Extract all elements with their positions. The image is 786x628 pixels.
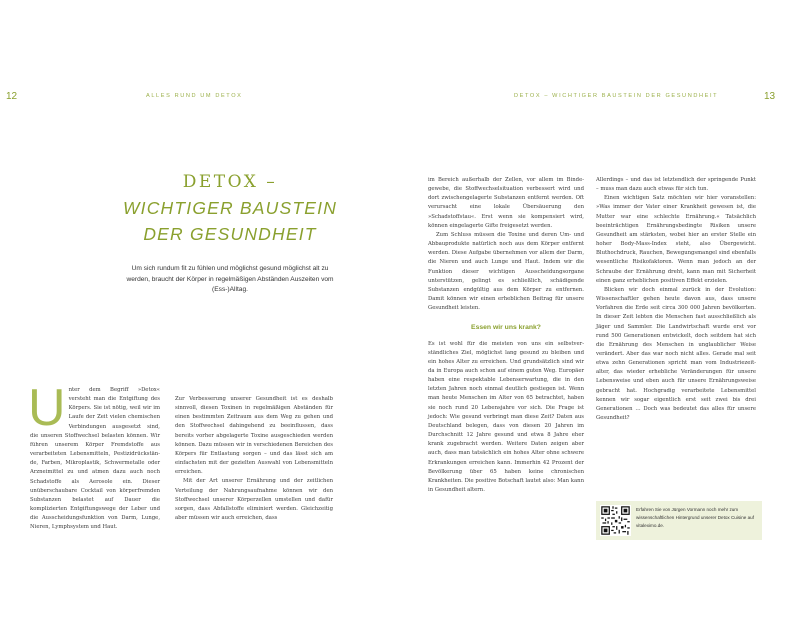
text-column-2 (175, 395, 333, 523)
text-column-1 (28, 379, 160, 533)
intro-paragraph-text: nter dem Begriff »Detox« versteht man die Entgiftung des Körpers. Sie ist nötig, weil wir im Laufe der Zeit vielen chemischen Verbindungen ausgesetzt sind, die unseren Stoffwechsel belasten können. Wir führen unserem Körper Fremdstoffe aus verarbeiteten Lebensmitteln, Pestizidrückstände, Farben, Mikroplastik, Schwermetalle oder Arzneimittel zu und atmen dazu auch noch Schadstoffe als Aerosole ein. Dieser unüberschaubare Cocktail von körperfremden Substanzen belastet auf Dauer die komplizierten Entgiftungswege der Leber und die Ausscheidungsfunktion von Darm, Lunge, Nieren, Lymphsystem und Haut. (30, 387, 160, 531)
qr-code-icon[interactable] (600, 505, 631, 536)
intro-paragraph (28, 379, 160, 533)
drop-cap: U (28, 379, 66, 437)
paragraph: Zur Verbesserung unserer Gesundheit ist es deshalb sinnvoll, diesen Toxinen in regelmäßigen Abständen für einen bestimmten Zeitraum aus dem Weg zu gehen und den Stoffwechsel dahingehend zu beeinflussen, dass bereits vorher abgelagerte Toxine ausgeschieden werden können. Dazu müssen wir in verschiedenen Bereichen des Körpers für Entlastung sorgen – und das lässt sich am einfachsten mit der gezielten Auswahl von Lebensmitteln erreichen. (175, 396, 333, 476)
qr-info-box (596, 501, 762, 540)
text-column-4 (596, 176, 756, 423)
page-title-line1: DETOX – (182, 172, 278, 192)
lead-paragraph: Um sich rundum fit zu fühlen und möglichst gesund möglichst alt zu werden, braucht der Körper in regelmäßigen Abständen Auszeiten vom (Ess-)Alltag. (126, 265, 334, 293)
paragraph: Mit der Art unserer Ernährung und der zeitlichen Verteilung der Nahrungsaufnahme können wir den Stoffwechsel unserer Körperzellen umstellen und dafür sorgen, dass Abfallstoffe eliminiert werden. Gleichzeitig aber müssen wir auch erreichen, dass (175, 478, 333, 522)
paragraph: im Bereich außerhalb der Zellen, vor allem im Bindegewebe, die Stoffwechselsituation verbessert wird und dort zwischengelagerte Substanzen entfernt werden. Oft verursacht eine lokale Übersäuerung den »Schadstoffstau«. Erst wenn sie kompensiert wird, können eingelagerte Gifte freigesetzt werden. (428, 177, 584, 229)
running-title-left: ALLES RUND UM DETOX (146, 93, 243, 99)
paragraph: Allerdings – und das ist letztendlich der springende Punkt – muss man dazu auch etwas für sich tun. (596, 177, 756, 193)
page-number-right: 13 (764, 91, 776, 102)
page-title-line3: DER GESUNDHEIT (143, 224, 317, 244)
running-title-right: DETOX – WICHTIGER BAUSTEIN DER GESUNDHEIT (514, 93, 719, 99)
paragraph: Blicken wir doch einmal zurück in der Evolution: Wissenschaftler gehen heute davon aus, dass unsere Vorfahren die Erde seit circa 300 000 Jahren bevölkerten. In dieser Zeit lebten die Menschen fast ausschließlich als Jäger und Sammler. Die Landwirtschaft wurde erst vor rund 500 Generationen entwickelt, doch seitdem hat sich die Ernährung des Menschen in unglaublicher Weise verändert. Aber das war noch nicht alles. Gerade mal seit etwa zehn Generationen spricht man vom Industriezeitalter, das wieder erhebliche Veränderungen für unsere Lebensweise und eben auch für unsere Ernährungsweise gebracht hat. Hochgradig verarbeitete Lebensmittel kennen wir sogar eigentlich erst seit zwei bis drei Generationen … Doch was bedeutet das alles für unsere Gesundheit? (596, 286, 756, 422)
page-title-line2: WICHTIGER BAUSTEIN (122, 198, 338, 218)
qr-info-text: Erfahren Sie von Jürgen Vormann noch mehr zum wissenschaftlichen Hintergrund unserer Detox Cuisine auf vitaleximo.de. (636, 507, 754, 528)
page-number-left: 12 (6, 91, 18, 102)
section-heading: Essen wir uns krank? (471, 324, 541, 332)
paragraph: Es ist wohl für die meisten von uns ein selbstverständliches Ziel, möglichst lang gesund zu bleiben und ein hohes Alter zu erreichen. Und grundsätzlich sind wir da in Europa auch schon auf einem guten Weg. Europäer haben eine respektable Lebenserwartung, die in den letzten Jahren noch einmal deutlich gestiegen ist. Wenn man heute Menschen im Alter von 65 betrachtet, haben sie noch rund 20 Lebensjahre vor sich. Die Frage ist jedoch: Wie gesund verbringt man diese Zeit? Daten aus Deutschland belegen, dass von diesen 20 Jahren im Durchschnitt 12 Jahre gesund und etwa 8 Jahre eher krank zugebracht werden. Weitere Daten zeigen aber auch, dass man tatsächlich ein hohes Alter ohne schwere Erkrankungen erreichen kann. Immerhin 42 Prozent der Bevölkerung über 65 haben keine chronischen Krankheiten. Die positive Botschaft lautet also: Man kann in Gesundheit altern. (428, 340, 584, 493)
text-column-3 (428, 176, 584, 495)
paragraph: Einen wichtigen Satz möchten wir hier voranstellen: »Was immer der Vater einer Krankheit gewesen ist, die Mutter war eine schlechte Ernährung.« Tatsächlich beeinträchtigen Ernährungsbedingte Risiken unsere Gesundheit am stärksten, wobei hier an erster Stelle ein hoher Body-Mass-Index steht, also Übergewicht. Bluthochdruck, Rauchen, Bewegungsmangel sind ebenfalls wesentliche Risikofaktoren. Wenn man jedoch an der Schraube der Ernährung dreht, kann man mit Sicherheit einen ganz erheblichen positiven Effekt erzielen. (596, 195, 756, 284)
paragraph: Zum Schluss müssen die Toxine und deren Um- und Abbauprodukte natürlich noch aus dem Körper entfernt werden. Diese Aufgabe übernehmen vor allem der Darm, die Nieren und auch Lunge und Haut. Indem wir die Funktion dieser wichtigen Ausscheidungsorgane unterstützen, gelingt es schließlich, schädigende Substanzen endgültig aus dem Körper zu entfernen. Damit können wir einen erheblichen Beitrag für unsere Gesundheit leisten. (428, 231, 584, 312)
